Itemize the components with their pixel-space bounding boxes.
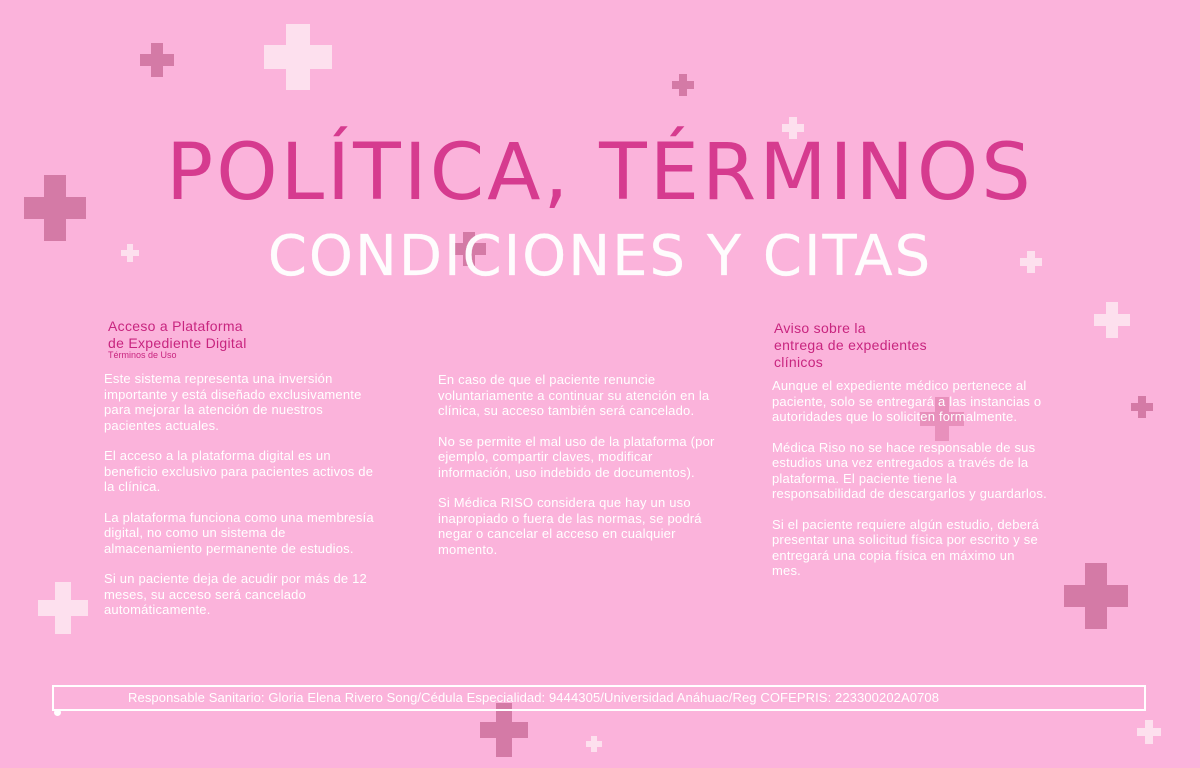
left-heading-line1: Acceso a Plataforma — [108, 318, 243, 334]
paragraph: Si un paciente deja de acudir por más de 12 meses, su acceso será cancelado automáticamente. — [104, 571, 367, 617]
page-title: POLÍTICA, TÉRMINOS — [166, 128, 1034, 218]
left-column-text — [104, 371, 384, 633]
plus-icon — [1137, 720, 1161, 744]
left-heading — [108, 318, 247, 352]
right-heading-line1: Aviso sobre la — [774, 320, 866, 336]
plus-icon — [586, 736, 602, 752]
plus-icon — [1064, 563, 1128, 629]
right-column-text — [772, 378, 1047, 594]
paragraph: La plataforma funciona como una membresía digital, no como un sistema de almacenamiento permanente de estudios. — [104, 509, 374, 556]
footer-banner — [52, 685, 1146, 711]
footer-text: Responsable Sanitario: Gloria Elena Rivero Song/Cédula Especialidad: 9444305/Universidad Anáhuac/Reg COFEPRIS: 223300202A0708 — [128, 690, 940, 705]
plus-icon — [264, 24, 332, 90]
paragraph: El acceso a la plataforma digital es un beneficio exclusivo para pacientes activos de la clínica. — [104, 448, 374, 494]
footer-dot-icon — [54, 709, 61, 716]
right-heading — [774, 320, 927, 371]
paragraph: Si el paciente requiere algún estudio, deberá presentar una solicitud física por escrito y se entregará una copia física en máximo un mes. — [772, 516, 1040, 578]
plus-icon — [38, 582, 88, 634]
right-heading-line3: clínicos — [774, 354, 824, 370]
paragraph: En caso de que el paciente renuncie voluntariamente a continuar su atención en la clínica, su acceso también será cancelado. — [438, 372, 710, 418]
plus-icon — [140, 43, 174, 77]
paragraph: No se permite el mal uso de la plataforma (por ejemplo, compartir claves, modificar información, uso indebido de documentos). — [438, 433, 715, 480]
left-heading-line2: de Expediente Digital — [108, 335, 247, 351]
plus-icon — [480, 703, 528, 757]
left-subheading: Términos de Uso — [108, 350, 177, 360]
paragraph: Este sistema representa una inversión importante y está diseñado exclusivamente para mejorar la atención de nuestros pacientes actuales. — [104, 371, 362, 433]
paragraph: Si Médica RISO considera que hay un uso inapropiado o fuera de las normas, se podrá negar o cancelar el acceso en cualquier momento. — [438, 495, 702, 557]
right-heading-line2: entrega de expedientes — [774, 337, 927, 353]
plus-icon — [1094, 302, 1130, 338]
plus-icon — [672, 74, 694, 96]
plus-icon — [1131, 396, 1153, 418]
page-subtitle: CONDICIONES Y CITAS — [267, 224, 933, 289]
middle-column-text — [438, 372, 716, 572]
paragraph: Aunque el expediente médico pertenece al paciente, solo se entregará a las instancias o autoridades que lo soliciten formalmente. — [772, 378, 1042, 424]
paragraph: Médica Riso no se hace responsable de sus estudios una vez entregados a través de la plataforma. El paciente tiene la responsabilidad de descargarlos y guardarlos. — [772, 439, 1047, 501]
